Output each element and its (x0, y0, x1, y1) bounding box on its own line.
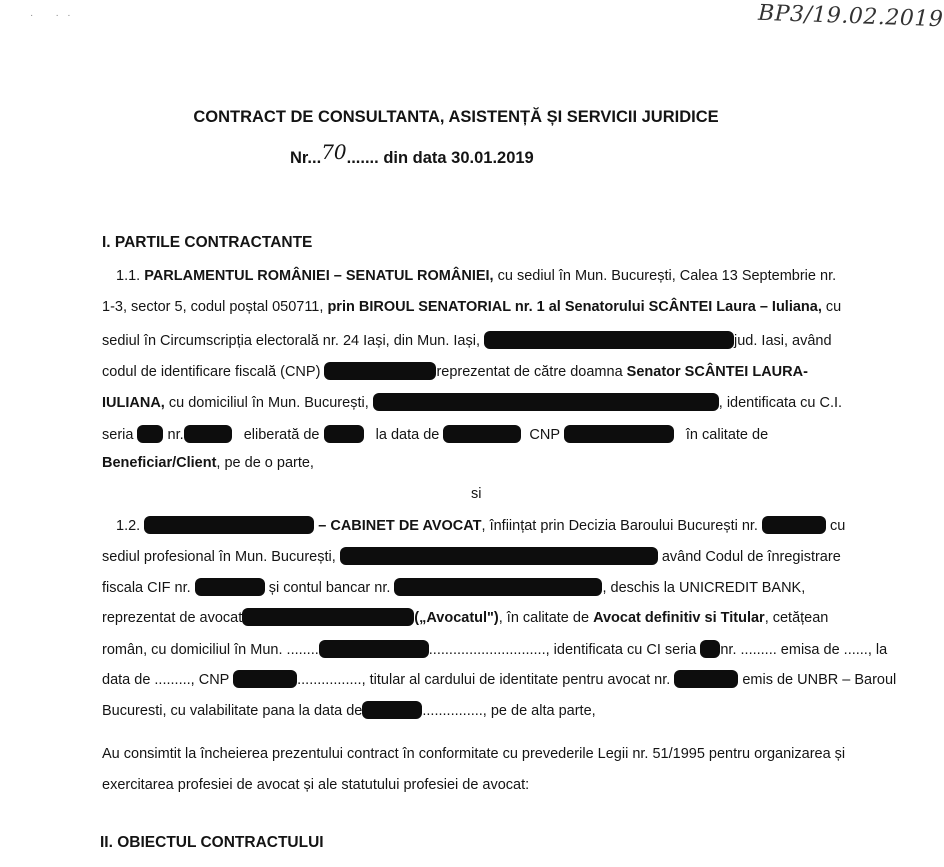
p12-line7: Bucuresti, cu valabilitate pana la data de ..............., pe de alta parte, (102, 703, 596, 719)
redaction (443, 425, 521, 443)
section2-heading: II. OBIECTUL CONTRACTULUI (100, 834, 324, 851)
redaction (195, 578, 265, 596)
redaction (762, 516, 826, 534)
contract-title: CONTRACT DE CONSULTANTA, ASISTENȚĂ ȘI SERVICII JURIDICE (193, 108, 719, 126)
redaction (362, 701, 422, 719)
redaction (700, 640, 720, 658)
nr-prefix: Nr... (290, 149, 322, 167)
p11-line4: codul de identificare fiscală (CNP) reprezentat de către doamna Senator SCÂNTEI LAURA- (102, 364, 808, 380)
p11-line7: Beneficiar/Client, pe de o parte, (102, 455, 314, 471)
redaction (373, 393, 719, 411)
handwritten-reference: BP3/19.02.2019 (757, 0, 944, 33)
consent-line1: Au consimtit la încheierea prezentului contract în conformitate cu prevederile Legii nr. 51/1995 pentru organizarea și (102, 746, 846, 762)
redaction (324, 425, 364, 443)
consent-line2: exercitarea profesiei de avocat și ale statutului profesiei de avocat: (102, 777, 530, 793)
scan-specks: · · · (30, 10, 71, 21)
redaction (319, 640, 429, 658)
nr-suffix: ....... din data 30.01.2019 (346, 149, 534, 167)
p12-line6: data de ........., CNP ................, titular al cardului de identitate pentru avocat nr. emis de UNBR – Baroul (102, 672, 897, 688)
p12-line4: reprezentat de avocat („Avocatul"), în calitate de Avocat definitiv si Titular, cetățean (102, 610, 829, 626)
p11-line2: 1-3, sector 5, codul poștal 050711, prin BIROUL SENATORIAL nr. 1 al Senatorului SCÂNTEI Laura – Iuliana, cu (102, 299, 842, 315)
p12-line1: 1.2. – CABINET DE AVOCAT, înființat prin Decizia Baroului București nr. cu (116, 518, 846, 534)
si-separator: si (471, 486, 482, 502)
contract-number-line (290, 140, 534, 168)
redaction (242, 608, 414, 626)
redaction (340, 547, 658, 565)
redaction (233, 670, 297, 688)
p11-line5: IULIANA, cu domiciliul în Mun. București, , identificata cu C.I. (102, 395, 843, 411)
redaction (674, 670, 738, 688)
p11-line3: sediul în Circumscripția electorală nr. 24 Iași, din Mun. Iași, jud. Iasi, având (102, 333, 832, 349)
redaction (564, 425, 674, 443)
redaction (324, 362, 436, 380)
redaction (144, 516, 314, 534)
p11-line6: seria nr. eliberată de la data de CNP în calitate de (102, 427, 769, 443)
p12-line3: fiscala CIF nr. și contul bancar nr. , deschis la UNICREDIT BANK, (102, 580, 806, 596)
section1-heading: I. PARTILE CONTRACTANTE (102, 234, 313, 251)
p11-line1: 1.1. PARLAMENTUL ROMÂNIEI – SENATUL ROMÂNIEI, cu sediul în Mun. București, Calea 13 Septembrie nr. (116, 268, 837, 284)
redaction (484, 331, 734, 349)
redaction (137, 425, 163, 443)
p12-line2: sediul profesional în Mun. București, având Codul de înregistrare (102, 549, 841, 565)
nr-handwritten-value: 70 (321, 140, 347, 164)
p12-line5: român, cu domiciliul în Mun. ........ ............................., identificata cu CI seria nr. ......... emisa de ......, la (102, 642, 888, 658)
redaction (394, 578, 602, 596)
redaction (184, 425, 232, 443)
